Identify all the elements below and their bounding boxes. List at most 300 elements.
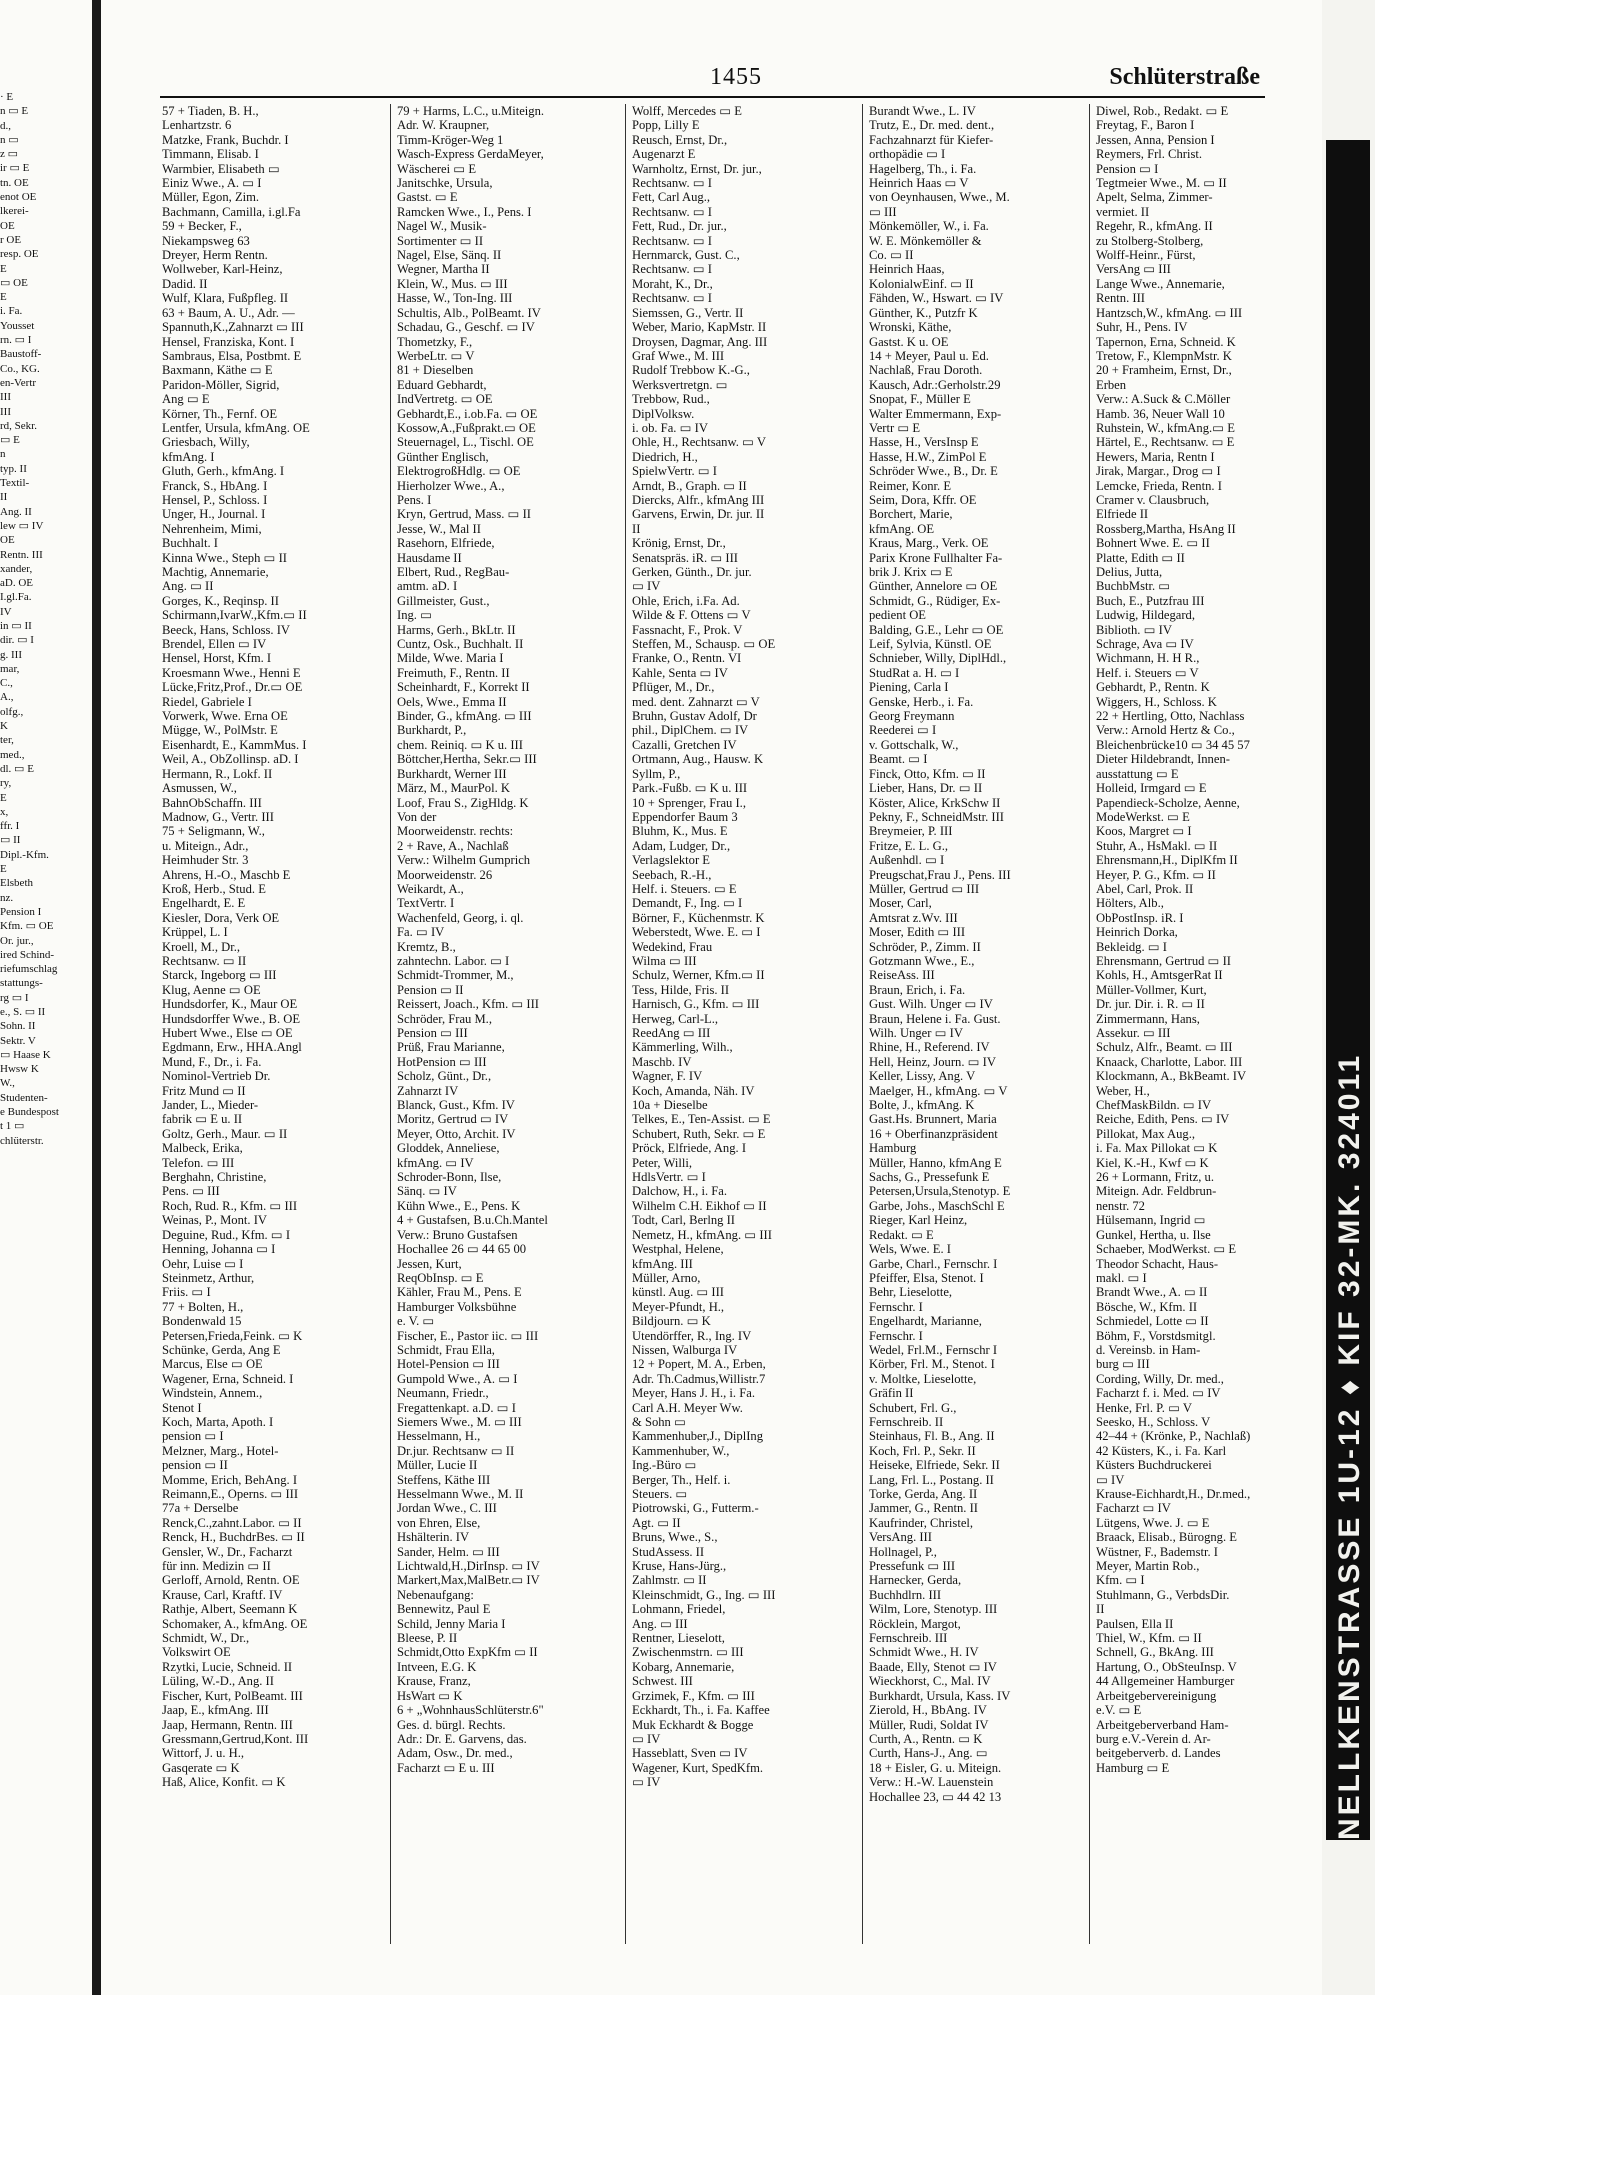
- directory-entry-line: Bildjourn. ▭ K: [632, 1314, 711, 1329]
- gutter-fragment: z ▭: [0, 148, 19, 161]
- gutter-fragment: E: [0, 262, 7, 275]
- directory-entry-line: Steinmetz, Arthur,: [162, 1270, 255, 1285]
- directory-entry-line: Kühn Wwe., E., Pens. K: [397, 1198, 521, 1213]
- directory-entry-line: Ludwig, Hildegard,: [1096, 608, 1195, 623]
- directory-entry-line: Kraus, Marg., Verk. OE: [869, 536, 989, 551]
- gutter-fragment: Yousset: [0, 319, 35, 332]
- directory-entry-line: Hernmarck, Gust. C.,: [632, 248, 740, 263]
- directory-entry-line: Oehr, Luise ▭ I: [162, 1256, 244, 1271]
- directory-entry-line: Kossow,A.,Fußprakt.▭ OE: [397, 420, 536, 435]
- directory-entry-line: Siemssen, G., Vertr. II: [632, 305, 744, 320]
- directory-entry-line: Lüling, W.-D., Ang. II: [162, 1674, 274, 1689]
- gutter-fragment: dl. ▭ E: [0, 762, 34, 775]
- directory-entry-line: vermiet. II: [1096, 204, 1150, 219]
- directory-entry-line: Bleese, P. II: [397, 1631, 458, 1646]
- directory-entry-line: ▭ III: [869, 204, 897, 219]
- directory-entry-line: Jaap, E., kfmAng. III: [162, 1703, 269, 1718]
- directory-entry-line: Pens. I: [397, 492, 432, 507]
- directory-entry-line: 81 + Dieselben: [397, 363, 474, 378]
- gutter-fragment: med.,: [0, 748, 25, 761]
- directory-entry-line: Beeck, Hans, Schloss. IV: [162, 622, 291, 637]
- column-4: [869, 104, 1089, 1804]
- directory-entry-line: Steinhaus, Fl. B., Ang. II: [869, 1429, 995, 1444]
- directory-entry-line: Krause-Eichhardt,H., Dr.med.,: [1096, 1487, 1251, 1501]
- directory-entry-line: Röcklein, Margot,: [869, 1616, 961, 1631]
- directory-entry-line: & Sohn ▭: [632, 1414, 686, 1429]
- directory-entry-line: Jaap, Hermann, Rentn. III: [162, 1717, 293, 1732]
- directory-entry-line: Seim, Dora, Kffr. OE: [869, 492, 977, 507]
- directory-entry-line: Steffens, Käthe III: [397, 1472, 491, 1487]
- directory-entry-line: Gloddek, Anneliese,: [397, 1141, 500, 1156]
- directory-entry-line: Lütgens, Wwe. J. ▭ E: [1096, 1515, 1210, 1530]
- gutter-fragment: C.,: [0, 677, 13, 690]
- gutter-fragment: e., S. ▭ II: [0, 1006, 46, 1018]
- directory-entry-line: ReqObInsp. ▭ E: [397, 1270, 484, 1285]
- directory-entry-line: Kaufrinder, Christel,: [869, 1515, 974, 1530]
- directory-entry-line: Niekampsweg 63: [162, 233, 250, 248]
- directory-entry-line: Nissen, Walburga IV: [632, 1342, 738, 1357]
- directory-entry-line: Theodor Schacht, Haus-: [1096, 1256, 1219, 1271]
- directory-entry-line: Bohnert Wwe. E. ▭ II: [1096, 536, 1210, 551]
- directory-entry-line: Lange Wwe., Annemarie,: [1096, 276, 1225, 291]
- directory-entry-line: Sambraus, Elsa, Postbmt. E: [162, 348, 302, 363]
- directory-entry-line: 57 + Tiaden, B. H.,: [162, 104, 259, 118]
- directory-entry-line: Machtig, Annemarie,: [162, 565, 269, 579]
- directory-entry-line: Fischer, Kurt, PolBeamt. III: [162, 1688, 303, 1703]
- directory-entry-line: Nehrenheim, Mimi,: [162, 521, 262, 536]
- gutter-fragment: olfg.,: [0, 705, 24, 718]
- directory-entry-line: Burkhardt, P.,: [397, 723, 467, 738]
- directory-entry-line: Mund, F., Dr., i. Fa.: [162, 1054, 262, 1069]
- directory-entry-line: Borchert, Marie,: [869, 507, 953, 522]
- directory-entry-line: Binder, G., kfmAng. ▭ III: [397, 709, 532, 724]
- directory-entry-line: Berghahn, Christine,: [162, 1170, 267, 1185]
- directory-entry-line: Börner, F., Küchenmstr. K: [632, 910, 765, 925]
- directory-entry-line: orthopädie ▭ I: [869, 147, 946, 162]
- directory-entry-line: Droysen, Dagmar, Ang. III: [632, 334, 768, 349]
- directory-entry-line: Rechtsanw. ▭ I: [632, 233, 712, 248]
- directory-entry-line: Henke, Frl. P. ▭ V: [1096, 1400, 1192, 1415]
- gutter-fragment: Sektr. V: [0, 1034, 36, 1047]
- gutter-fragment: Pension I: [0, 905, 42, 918]
- directory-entry-line: Moraht, K., Dr.,: [632, 276, 713, 291]
- directory-entry-line: Eppendorfer Baum 3: [632, 809, 738, 824]
- directory-entry-line: Mügge, W., PolMstr. E: [162, 723, 278, 738]
- directory-entry-line: Lichtwald,H.,DirInsp. ▭ IV: [397, 1559, 540, 1574]
- directory-entry-line: Henning, Johanna ▭ I: [162, 1242, 276, 1257]
- directory-entry-line: Wels, Wwe. E. I: [869, 1242, 951, 1257]
- gutter-fragment: ired Schind-: [0, 948, 55, 961]
- directory-entry-line: Apelt, Selma, Zimmer-: [1096, 190, 1213, 205]
- directory-entry-line: ▭ IV: [632, 579, 661, 594]
- directory-entry-line: Böhm, F., Vorstdsmitgl.: [1096, 1328, 1216, 1343]
- gutter-fragment: tn. OE: [0, 176, 29, 189]
- directory-entry-line: Amtsrat z.Wv. III: [869, 910, 958, 925]
- directory-entry-line: Fachzahnarzt für Kiefer-: [869, 132, 994, 147]
- gutter-fragment: stattungs-: [0, 977, 43, 990]
- gutter-fragment: t 1 ▭: [0, 1120, 25, 1133]
- directory-entry-line: Sander, Helm. ▭ III: [397, 1544, 500, 1559]
- gutter-fragment: K: [0, 720, 8, 733]
- gutter-fragment: Kfm. ▭ OE: [0, 920, 54, 933]
- directory-entry-line: v. Gottschalk, W.,: [869, 737, 959, 752]
- gutter-fragment: typ. II: [0, 462, 27, 475]
- directory-entry-line: Warmbier, Elisabeth ▭: [162, 161, 280, 176]
- gutter-fragment: Baustoff-: [0, 348, 42, 361]
- directory-entry-line: Madnow, G., Vertr. III: [162, 809, 274, 824]
- directory-entry-line: Verw.: Bruno Gustafsen: [397, 1227, 518, 1242]
- directory-entry-line: Schultis, Alb., PolBeamt. IV: [397, 305, 541, 320]
- directory-entry-line: Gerloff, Arnold, Rentn. OE: [162, 1573, 300, 1588]
- running-head: Schlüterstraße: [1109, 64, 1260, 90]
- directory-entry-line: Peter, Willi,: [632, 1155, 692, 1170]
- directory-entry-line: u. Miteign., Adr.,: [162, 838, 249, 853]
- gutter-fragment: I.gl.Fa.: [0, 591, 32, 604]
- gutter-fragment: Sohn. II: [0, 1020, 36, 1033]
- directory-entry-line: Warnholtz, Ernst, Dr. jur.,: [632, 161, 762, 176]
- directory-entry-line: Ehrensmann,H., DiplKfm II: [1096, 853, 1238, 868]
- directory-entry-line: Sortimenter ▭ II: [397, 233, 484, 248]
- directory-entry-line: Fett, Rud., Dr. jur.,: [632, 219, 727, 234]
- directory-entry-line: Wüstner, F., Bademstr. I: [1096, 1544, 1218, 1559]
- directory-entry-line: Engelhardt, Marianne,: [869, 1314, 982, 1329]
- directory-entry-line: Blanck, Gust., Kfm. IV: [397, 1098, 515, 1113]
- directory-entry-line: Utendörffer, R., Ing. IV: [632, 1328, 752, 1343]
- directory-entry-line: Herweg, Carl-L.,: [632, 1011, 719, 1026]
- directory-entry-line: Hantzsch,W., kfmAng. ▭ III: [1096, 305, 1243, 320]
- gutter-fragment: III: [0, 391, 11, 404]
- directory-entry-line: Agt. ▭ II: [632, 1515, 681, 1530]
- directory-entry-line: Gorges, K., Reqinsp. II: [162, 593, 279, 608]
- gutter-fragment: Dipl.-Kfm.: [0, 848, 49, 861]
- directory-entry-line: Tretow, F., KlempnMstr. K: [1096, 348, 1232, 363]
- directory-entry-line: Krüppel, L. I: [162, 925, 228, 940]
- directory-entry-line: Wäscherei ▭ E: [397, 161, 477, 176]
- directory-entry-line: Riedel, Gabriele I: [162, 694, 252, 709]
- directory-entry-line: Müller-Vollmer, Kurt,: [1096, 982, 1207, 997]
- directory-entry-line: burg e.V.-Verein d. Ar-: [1096, 1731, 1211, 1746]
- directory-entry-line: Ang. ▭ II: [162, 579, 214, 594]
- page-header: [110, 58, 1260, 98]
- directory-entry-line: DiplVolksw.: [632, 406, 695, 421]
- directory-entry-line: makl. ▭ I: [1096, 1270, 1147, 1285]
- directory-entry-line: Buch, E., Putzfrau III: [1096, 593, 1205, 608]
- directory-entry-line: Jander, L., Mieder-: [162, 1098, 259, 1113]
- gutter-fragment: enot OE: [0, 191, 37, 204]
- gutter-fragment: rg ▭ I: [0, 991, 29, 1004]
- directory-entry-line: ElektrogroßHdlg. ▭ OE: [397, 464, 521, 479]
- directory-entry-line: Ortmann, Aug., Hausw. K: [632, 752, 764, 767]
- directory-entry-line: Rzytki, Lucie, Schneid. II: [162, 1659, 293, 1674]
- directory-entry-line: Hell, Heinz, Journ. ▭ IV: [869, 1054, 996, 1069]
- directory-entry-line: Ohle, Erich, i.Fa. Ad.: [632, 593, 740, 608]
- directory-entry-line: VersAng ▭ III: [1096, 262, 1171, 277]
- directory-entry-line: Cramer v. Clausbruch,: [1096, 492, 1210, 507]
- directory-entry-line: Bondenwald 15: [162, 1314, 242, 1329]
- directory-entry-line: Knaack, Charlotte, Labor. III: [1096, 1054, 1243, 1069]
- directory-entry-line: Fernschreib. III: [869, 1631, 948, 1646]
- directory-entry-line: Härtel, E., Rechtsanw. ▭ E: [1096, 435, 1235, 450]
- directory-entry-line: 4 + Gustafsen, B.u.Ch.Mantel: [397, 1213, 548, 1228]
- directory-entry-line: Schirmann,IvarW.,Kfm.▭ II: [162, 608, 307, 623]
- gutter-fragment: W.,: [0, 1077, 15, 1090]
- directory-entry-line: Hewers, Maria, Rentn I: [1096, 449, 1215, 464]
- directory-entry-line: Günther Englisch,: [397, 449, 489, 464]
- directory-entry-line: Weber, H.,: [1096, 1083, 1150, 1098]
- directory-entry-line: Böttcher,Hertha, Sekr.▭ III: [397, 752, 537, 767]
- directory-entry-line: Momme, Erich, BehAng. I: [162, 1472, 298, 1487]
- directory-entry-line: Freytag, F., Baron I: [1096, 118, 1195, 133]
- directory-entry-line: Lieber, Hans, Dr. ▭ II: [869, 781, 983, 796]
- directory-entry-line: Kahle, Senta ▭ IV: [632, 665, 728, 680]
- directory-entry-line: Stuhlmann, G., VerbdsDir.: [1096, 1587, 1230, 1602]
- directory-entry-line: Ang. ▭ III: [632, 1616, 688, 1631]
- directory-entry-line: Intveen, E.G. K: [397, 1659, 477, 1674]
- directory-entry-line: Wulf, Klara, Fußpfleg. II: [162, 291, 289, 306]
- directory-entry-line: Pröck, Elfriede, Ang. I: [632, 1141, 747, 1156]
- directory-entry-line: kfmAng. III: [632, 1256, 693, 1271]
- directory-entry-line: 10a + Dieselbe: [632, 1098, 708, 1113]
- gutter-fragment: en-Vertr: [0, 376, 37, 389]
- directory-entry-line: Klug, Aenne ▭ OE: [162, 982, 261, 997]
- directory-entry-line: Muk Eckhardt & Bogge: [632, 1717, 754, 1732]
- directory-entry-line: Jessen, Kurt,: [397, 1256, 462, 1271]
- gutter-fragment: Studenten-: [0, 1091, 48, 1104]
- directory-entry-line: Schnieber, Willy, DiplHdl.,: [869, 651, 1007, 666]
- directory-entry-line: Lohmann, Friedel,: [632, 1602, 726, 1617]
- gutter-fragment: ▭ E: [0, 434, 20, 447]
- directory-entry-line: Wilde & F. Ottens ▭ V: [632, 608, 751, 623]
- directory-entry-line: Krause, Franz,: [397, 1674, 471, 1689]
- directory-entry-line: 20 + Framheim, Ernst, Dr.,: [1096, 363, 1232, 378]
- directory-entry-line: Brandt Wwe., A. ▭ II: [1096, 1285, 1208, 1300]
- directory-entry-line: Fritz Mund ▭ II: [162, 1083, 246, 1098]
- column-divider: [390, 104, 391, 1944]
- directory-entry-line: Außenhdl. ▭ I: [869, 853, 945, 868]
- directory-entry-line: 42 Küsters, K., i. Fa. Karl: [1096, 1443, 1227, 1458]
- directory-entry-line: Popp, Lilly E: [632, 118, 700, 133]
- directory-entry-line: Klockmann, A., BkBeamt. IV: [1096, 1069, 1247, 1084]
- directory-entry-line: Stuhr, A., HsMakl. ▭ II: [1096, 838, 1218, 853]
- directory-entry-line: i. Fa. Max Pillokat ▭ K: [1096, 1141, 1218, 1156]
- directory-entry-line: Wronski, Käthe,: [869, 320, 952, 335]
- directory-entry-line: Piotrowski, G., Futterm.-: [632, 1501, 759, 1516]
- directory-entry-line: Müller, Hanno, kfmAng E: [869, 1155, 1002, 1170]
- directory-entry-line: Assekur. ▭ III: [1096, 1026, 1171, 1040]
- gutter-fragment: g. III: [0, 648, 22, 661]
- directory-entry-line: Hasseblatt, Sven ▭ IV: [632, 1746, 748, 1761]
- directory-entry-line: Maschb. IV: [632, 1054, 692, 1069]
- directory-entry-line: Diedrich, H.,: [632, 449, 698, 464]
- directory-entry-line: Schünke, Gerda, Ang E: [162, 1342, 281, 1357]
- directory-entry-line: Reiche, Edith, Pens. ▭ IV: [1096, 1112, 1230, 1127]
- directory-entry-line: d. Vereinsb. in Ham-: [1096, 1342, 1201, 1357]
- directory-entry-line: Helf. i. Steuers. ▭ E: [632, 881, 737, 896]
- directory-entry-line: Franke, O., Rentn. VI: [632, 651, 742, 666]
- directory-entry-line: Wollweber, Karl-Heinz,: [162, 262, 283, 277]
- gutter-fragment: Hwsw K: [0, 1063, 39, 1076]
- directory-entry-line: zu Stolberg-Stolberg,: [1096, 233, 1204, 248]
- directory-entry-line: Gressmann,Gertrud,Kont. III: [162, 1731, 309, 1746]
- directory-entry-line: Burkhardt, Ursula, Kass. IV: [869, 1688, 1011, 1703]
- gutter-fragment: mar,: [0, 662, 20, 675]
- directory-entry-line: Wiggers, H., Schloss. K: [1096, 694, 1217, 709]
- column-divider: [1089, 104, 1090, 1944]
- directory-entry-line: Rathje, Albert, Seemann K: [162, 1602, 298, 1617]
- directory-entry-line: Schubert, Frl. G.,: [869, 1400, 957, 1415]
- directory-entry-line: Hermann, R., Lokf. II: [162, 766, 273, 781]
- directory-entry-line: Gotzmann Wwe., E.,: [869, 953, 975, 968]
- directory-entry-line: Cording, Willy, Dr. med.,: [1096, 1371, 1224, 1386]
- directory-entry-line: Günther, K., Putzfr K: [869, 305, 978, 320]
- directory-entry-line: pension ▭ II: [162, 1458, 228, 1473]
- directory-entry-line: Kinna Wwe., Steph ▭ II: [162, 550, 287, 565]
- directory-entry-line: zahntechn. Labor. ▭ I: [397, 953, 510, 968]
- directory-entry-line: Berger, Th., Helf. i.: [632, 1472, 731, 1487]
- directory-entry-line: Wagener, Erna, Schneid. I: [162, 1371, 294, 1386]
- gutter-fragment: i. Fa.: [0, 305, 23, 318]
- gutter-fragment: n ▭: [0, 133, 19, 146]
- directory-entry-line: Starck, Ingeborg ▭ III: [162, 968, 277, 983]
- directory-entry-line: Schulz, Werner, Kfm.▭ II: [632, 968, 765, 983]
- gutter-fragment: rn. ▭ I: [0, 334, 32, 347]
- directory-entry-line: Trutz, E., Dr. med. dent.,: [869, 118, 995, 133]
- directory-entry-line: Müller, Rudi, Soldat IV: [869, 1717, 989, 1732]
- directory-entry-line: Adam, Osw., Dr. med.,: [397, 1746, 513, 1761]
- directory-entry-line: Helf. i. Steuers ▭ V: [1096, 665, 1199, 680]
- directory-entry-line: Gust. Wilh. Unger ▭ IV: [869, 997, 993, 1012]
- directory-entry-line: Zahnarzt IV: [397, 1083, 459, 1098]
- gutter-fragment: ▭ OE: [0, 276, 28, 289]
- directory-entry-line: Bruns, Wwe., S.,: [632, 1530, 718, 1545]
- directory-entry-line: Goltz, Gerh., Maur. ▭ II: [162, 1126, 288, 1141]
- directory-entry-line: Weikardt, A.,: [397, 881, 464, 896]
- directory-entry-line: Telefon. ▭ III: [162, 1155, 235, 1170]
- directory-entry-line: Dreyer, Herm Rentn.: [162, 248, 268, 263]
- directory-entry-line: Adr. W. Kraupner,: [397, 118, 490, 133]
- gutter-fragment: aD. OE: [0, 577, 33, 590]
- directory-entry-line: Fregattenkapt. a.D. ▭ I: [397, 1400, 516, 1415]
- directory-entry-line: Rossberg,Martha, HsAng II: [1096, 521, 1236, 536]
- directory-entry-line: Hochallee 23, ▭ 44 42 13: [869, 1789, 1002, 1804]
- directory-entry-line: Schröder Wwe., B., Dr. E: [869, 464, 998, 479]
- directory-entry-line: HotPension ▭ III: [397, 1054, 487, 1069]
- directory-entry-line: KolonialwEinf. ▭ II: [869, 276, 974, 291]
- directory-entry-line: Gastst. K u. OE: [869, 334, 949, 349]
- gutter-fragment: Rentn. III: [0, 548, 43, 561]
- directory-entry-line: Hamburger Volksbühne: [397, 1299, 517, 1314]
- directory-entry-line: März, M., MaurPol. K: [397, 781, 510, 796]
- directory-entry-line: Syllm, P.,: [632, 766, 681, 781]
- directory-entry-line: StudRat a. H. ▭ I: [869, 665, 960, 680]
- gutter-fragment: IV: [0, 605, 12, 618]
- directory-entry-line: Brendel, Ellen ▭ IV: [162, 637, 267, 652]
- directory-entry-line: Wilh. Unger ▭ IV: [869, 1026, 963, 1040]
- directory-entry-line: Fernschreib. II: [869, 1414, 944, 1429]
- directory-entry-line: Verw.: A.Suck & C.Möller: [1096, 392, 1231, 407]
- directory-entry-line: Garbe, Charl., Fernschr. I: [869, 1256, 998, 1271]
- directory-entry-line: Wagner, F. IV: [632, 1069, 703, 1084]
- directory-entry-line: Weinas, P., Mont. IV: [162, 1213, 267, 1228]
- directory-entry-line: Koos, Margret ▭ I: [1096, 824, 1192, 839]
- directory-entry-line: Schadau, G., Geschf. ▭ IV: [397, 320, 535, 335]
- directory-entry-line: Petersen,Frieda,Feink. ▭ K: [162, 1328, 303, 1343]
- directory-entry-line: Thometzky, F.,: [397, 334, 473, 349]
- directory-entry-line: Franck, S., HbAng. I: [162, 478, 268, 493]
- directory-entry-line: Genske, Herb., i. Fa.: [869, 694, 974, 709]
- directory-entry-line: fabrik ▭ E u. II: [162, 1112, 243, 1127]
- directory-entry-line: Matzke, Frank, Buchdr. I: [162, 132, 289, 147]
- gutter-fragment: OE: [0, 534, 15, 547]
- directory-entry-line: 77 + Bolten, H.,: [162, 1299, 244, 1314]
- directory-entry-line: Tapernon, Erna, Schneid. K: [1096, 334, 1236, 349]
- directory-entry-line: Ruhstein, W., kfmAng.▭ E: [1096, 420, 1235, 435]
- directory-entry-line: 77a + Derselbe: [162, 1501, 239, 1516]
- directory-entry-line: Gasqerate ▭ K: [162, 1760, 240, 1775]
- directory-entry-line: HdlsVertr. ▭ I: [632, 1170, 706, 1185]
- directory-entry-line: Braack, Elisab., Bürogng. E: [1096, 1530, 1237, 1545]
- directory-entry-line: Cuntz, Osk., Buchhalt. II: [397, 637, 524, 652]
- directory-entry-line: Jammer, G., Rentn. II: [869, 1501, 978, 1516]
- gutter-fragment: resp. OE: [0, 248, 39, 261]
- directory-entry-line: Melzner, Marg., Hotel-: [162, 1443, 279, 1458]
- directory-entry-line: Seesko, H., Schloss. V: [1096, 1414, 1211, 1429]
- directory-entry-line: Koch, Frl. P., Sekr. II: [869, 1443, 976, 1458]
- directory-entry-line: Krause, Carl, Kraftf. IV: [162, 1587, 283, 1602]
- directory-entry-line: ReiseAss. III: [869, 968, 935, 983]
- directory-entry-line: Heinrich Haas ▭ V: [869, 176, 969, 191]
- directory-entry-line: Hesselmann, H.,: [397, 1429, 481, 1444]
- directory-entry-line: burg ▭ III: [1096, 1357, 1150, 1372]
- directory-entry-line: Balding, G.E., Lehr ▭ OE: [869, 622, 1004, 637]
- directory-entry-line: Wegner, Martha II: [397, 262, 490, 277]
- directory-entry-line: Hagelberg, Th., i. Fa.: [869, 161, 977, 176]
- directory-entry-line: e. V. ▭: [397, 1314, 435, 1329]
- gutter-fragment: Elsbeth: [0, 877, 33, 890]
- directory-entry-line: Schwest. III: [632, 1674, 693, 1689]
- directory-entry-line: Wittorf, J. u. H.,: [162, 1746, 245, 1761]
- directory-entry-line: Jesse, W., Mal II: [397, 521, 481, 536]
- directory-entry-line: Kroß, Herb., Stud. E: [162, 881, 266, 896]
- directory-entry-line: Rentn. III: [1096, 291, 1145, 306]
- directory-entry-line: Arbeitgeberverband Ham-: [1096, 1717, 1229, 1732]
- directory-entry-line: Zimmermann, Hans,: [1096, 1011, 1200, 1026]
- directory-entry-line: Roch, Rud. R., Kfm. ▭ III: [162, 1198, 298, 1213]
- gutter-fragment: lkerei-: [0, 205, 29, 218]
- directory-entry-line: Redakt. ▭ E: [869, 1227, 934, 1242]
- directory-entry-line: Harms, Gerh., BkLtr. II: [397, 622, 516, 637]
- directory-entry-line: Garvens, Erwin, Dr. jur. II: [632, 507, 765, 522]
- directory-entry-line: Hundsdorffer Wwe., B. OE: [162, 1011, 301, 1026]
- directory-entry-line: Hamburg: [869, 1141, 917, 1156]
- directory-entry-line: ▭ IV: [632, 1775, 661, 1790]
- directory-entry-line: Volkswirt OE: [162, 1645, 231, 1660]
- directory-entry-line: Torke, Gerda, Ang. II: [869, 1487, 978, 1501]
- directory-entry-line: Adr.: Dr. E. Garvens, das.: [397, 1731, 527, 1746]
- directory-entry-line: Paridon-Möller, Sigrid,: [162, 377, 280, 392]
- directory-entry-line: Markert,Max,MalBetr.▭ IV: [397, 1573, 540, 1588]
- directory-entry-line: 18 + Eisler, G. u. Miteign.: [869, 1760, 1002, 1775]
- directory-entry-line: Schmidt-Trommer, M.,: [397, 968, 514, 983]
- directory-entry-line: phil., DiplChem. ▭ IV: [632, 723, 749, 738]
- directory-entry-line: Deguine, Rud., Kfm. ▭ I: [162, 1227, 291, 1242]
- directory-entry-line: VersAng. III: [869, 1530, 932, 1545]
- directory-entry-line: Von der: [397, 809, 437, 824]
- directory-entry-line: Rechtsanw. ▭ I: [632, 291, 712, 306]
- directory-entry-line: Ang ▭ E: [162, 392, 210, 407]
- gutter-fragment: Or. jur.,: [0, 934, 34, 947]
- directory-entry-line: Leif, Sylvia, Künstl. OE: [869, 637, 992, 652]
